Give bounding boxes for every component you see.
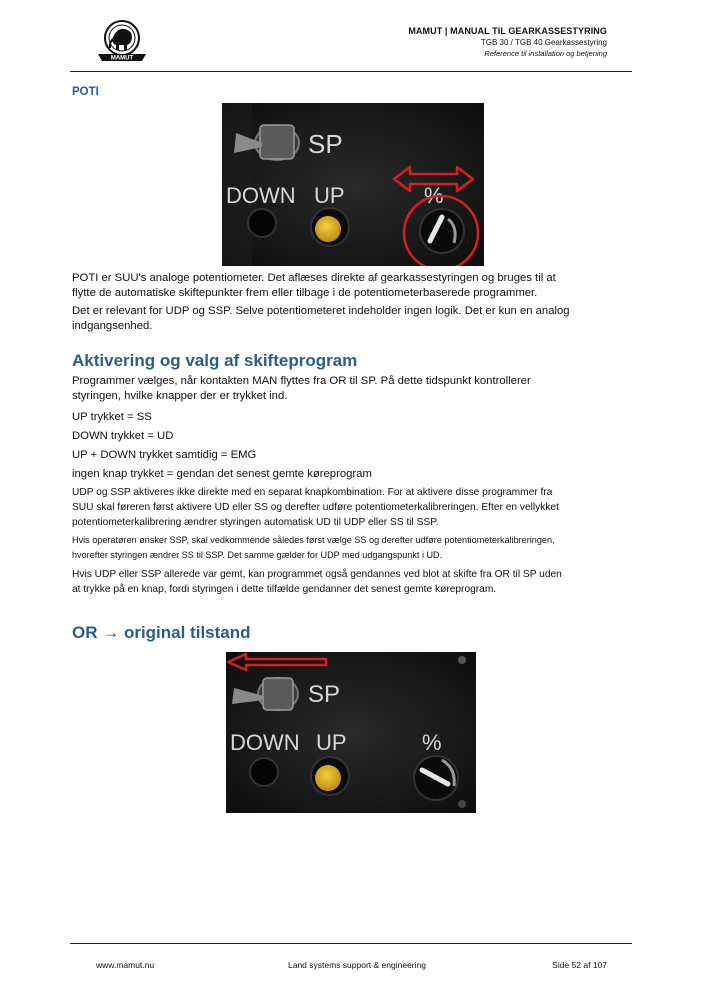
potentiometer-knob-icon [414, 756, 458, 800]
document-header [408, 26, 607, 58]
panel-graphic [226, 652, 476, 813]
udp-ssp-note: UDP og SSP aktiveres ikke direkte med en separat knapkombination. For at aktivere disse programmer fra SUU skal føreren først aktivere UD eller SS og derefter udføre potentiometerkalibreringen. Efter en vellykket potentiometerkalibrering ændrer styringen automatisk UD til UDP eller SS til SSP. [72, 487, 559, 528]
up-label: UP [316, 730, 347, 755]
down-label: DOWN [230, 730, 300, 755]
percent-label: % [422, 730, 442, 755]
restore-program-note: Hvis UDP eller SSP allerede var gemt, kan programmet også gendannes ved blot at skifte fra OR til SP uden at trykke på en knap, fordi styringen i dette tilfælde gendanner det senest gemte køreprogram. [72, 569, 562, 595]
header-reference: Reference til installation og betjening [484, 49, 607, 58]
or-heading: OR → original tilstand [72, 623, 251, 642]
list-item: ingen knap trykket = gendan det senest gemte køreprogram [72, 468, 372, 480]
poti-heading: POTI [72, 86, 99, 98]
footer-page-number: Side 52 af 107 [552, 960, 607, 970]
aktivering-intro: Programmer vælges, når kontakten MAN flyttes fra OR til SP. På dette tidspunkt kontrollerer styringen, hvilke knapper der er trykket ind. [72, 375, 531, 402]
or-panel-photo [226, 652, 476, 813]
svg-text:MAMUT: MAMUT [110, 55, 134, 62]
down-label: DOWN [226, 183, 296, 208]
percent-label: % [424, 183, 444, 208]
mamut-logo [94, 18, 150, 62]
footer-company: Land systems support & engineering [288, 960, 426, 970]
up-button-icon [315, 765, 341, 791]
poti-panel-photo [222, 103, 484, 266]
sp-label: SP [308, 129, 343, 159]
aktivering-heading: Aktivering og valg af skifteprogram [72, 351, 358, 370]
header-subtitle: TGB 30 / TGB 40 Gearkassestyring [480, 38, 607, 47]
header-divider [70, 71, 632, 72]
button-mapping-list [72, 408, 632, 484]
list-item: UP trykket = SS [72, 411, 152, 423]
potentiometer-knob-icon [420, 209, 464, 253]
list-item: UP + DOWN trykket samtidig = EMG [72, 449, 257, 461]
down-button-icon [250, 758, 278, 786]
up-button-icon [315, 216, 341, 242]
down-button-icon [248, 209, 276, 237]
sp-label: SP [308, 681, 341, 708]
ssp-calibration-note: Hvis operatøren ønsker SSP, skal vedkommende således først vælge SS og derefter udføre potentiometerkalibreringen, hvorefter styringen ændrer SS til SSP. Det samme gælder for UDP med udgangspunkt i UD. [72, 535, 555, 560]
poti-description: POTI er SUU's analoge potentiometer. Det aflæses direkte af gearkassestyringen og bruges til at flytte de automatiske skiftepunkter frem eller tilbage i de potentiometerbaserede programmer. Det er relevant for UDP og SSP. Selve potentiometeret indeholder ingen logik. Det er kun en analog indgangsenhed. [72, 272, 570, 332]
up-label: UP [314, 183, 345, 208]
footer-divider [70, 943, 632, 944]
footer-website: www.mamut.nu [96, 960, 155, 970]
header-title: MAMUT | MANUAL TIL GEARKASSESTYRING [408, 26, 607, 36]
list-item: DOWN trykket = UD [72, 430, 174, 442]
panel-graphic [222, 103, 484, 266]
